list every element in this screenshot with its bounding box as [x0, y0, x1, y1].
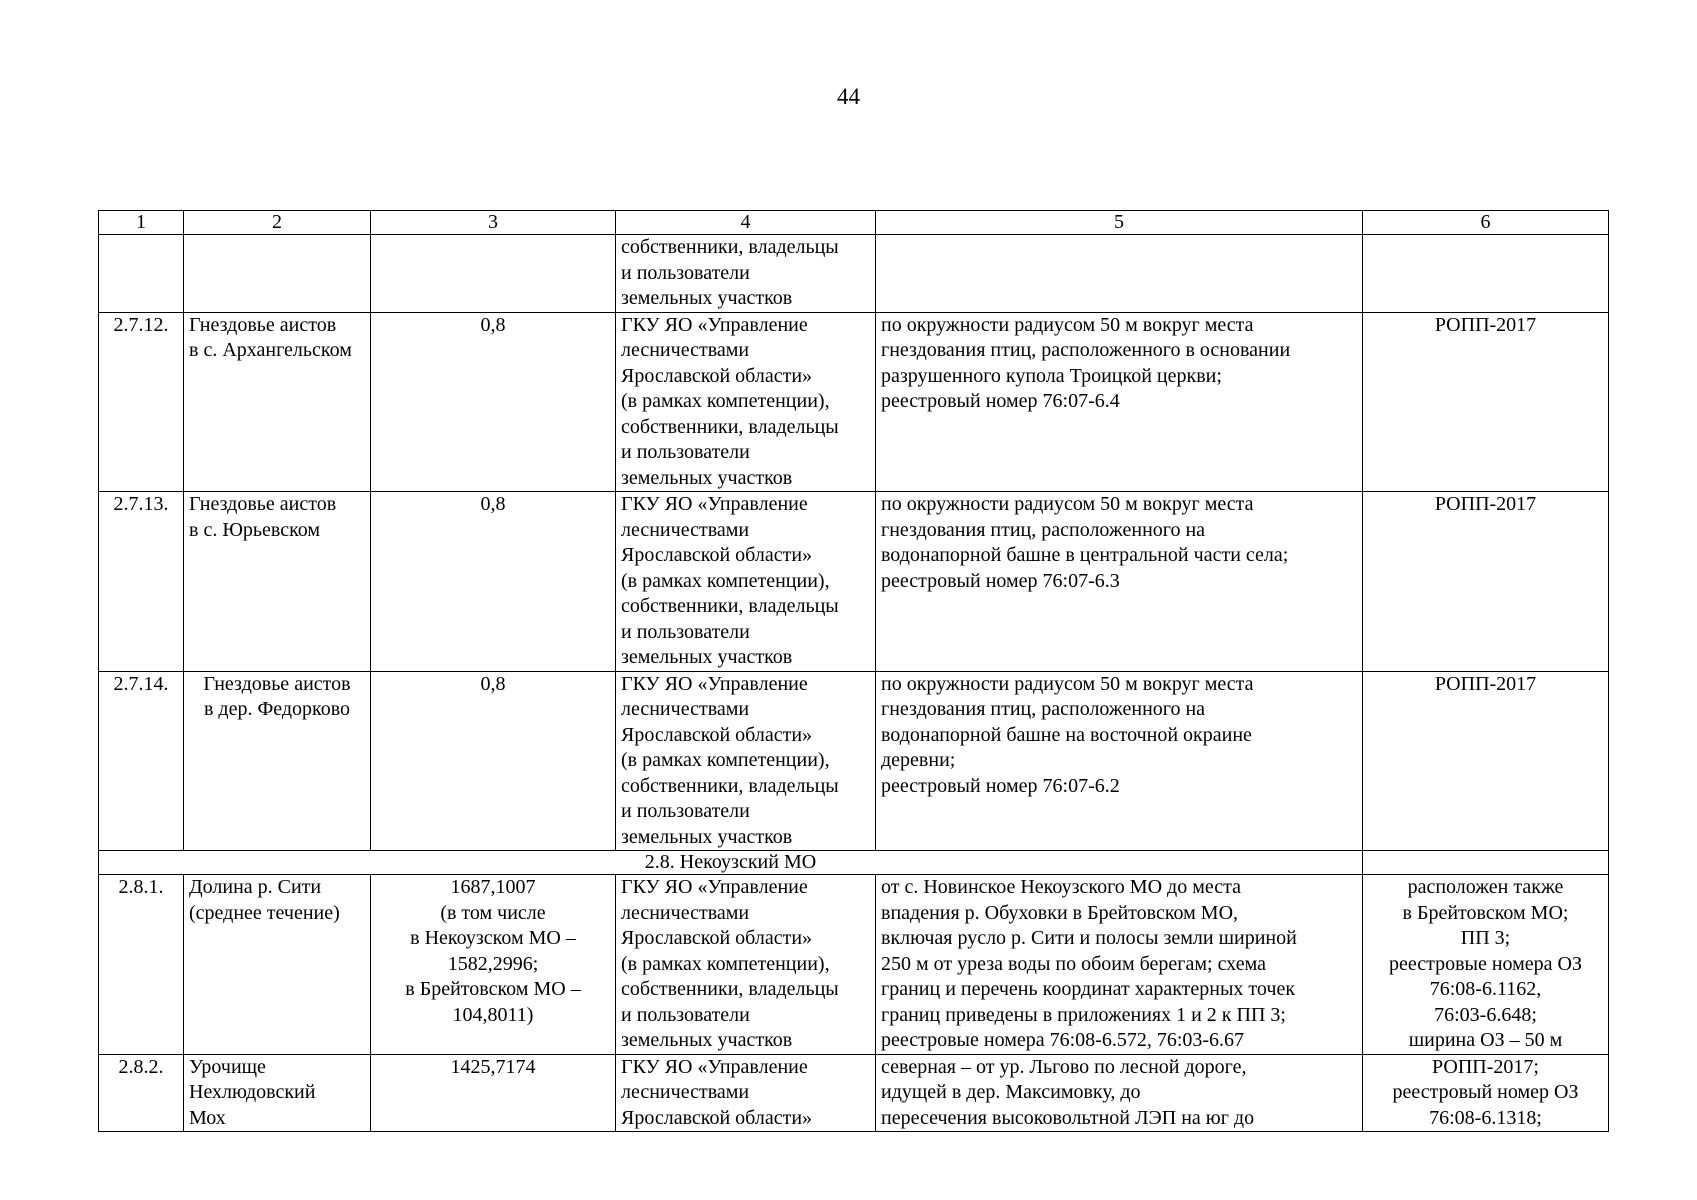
column-number-row	[99, 211, 1609, 235]
section-row	[99, 851, 1609, 875]
responsible-org: ГКУ ЯО «Управление лесничествами Ярославской области»	[616, 1054, 876, 1132]
area-value: 0,8	[371, 492, 616, 672]
row-number	[99, 235, 184, 313]
object-name: Долина р. Сити (среднее течение)	[184, 875, 371, 1055]
column-header: 6	[1363, 211, 1609, 235]
note	[1363, 235, 1609, 313]
responsible-org: ГКУ ЯО «Управление лесничествами Ярославской области» (в рамках компетенции), собственники, владельцы и пользователи земельных участков	[616, 671, 876, 851]
table-row	[99, 312, 1609, 492]
object-name: Урочище Нехлюдовский Мох	[184, 1054, 371, 1132]
area-value: 0,8	[371, 312, 616, 492]
boundary-description: по окружности радиусом 50 м вокруг места гнездования птиц, расположенного в основании разрушенного купола Троицкой церкви; реестровый номер 76:07-6.4	[876, 312, 1363, 492]
row-number: 2.8.2.	[99, 1054, 184, 1132]
note: расположен также в Брейтовском МО; ПП 3; реестровые номера ОЗ 76:08-6.1162, 76:03-6.648; ширина ОЗ – 50 м	[1363, 875, 1609, 1055]
object-name: Гнездовье аистов в с. Архангельском	[184, 312, 371, 492]
area-value: 0,8	[371, 671, 616, 851]
note: РОПП-2017	[1363, 312, 1609, 492]
table-row	[99, 671, 1609, 851]
row-number: 2.7.14.	[99, 671, 184, 851]
row-number: 2.7.13.	[99, 492, 184, 672]
note: РОПП-2017	[1363, 492, 1609, 672]
table-row	[99, 1054, 1609, 1132]
row-number: 2.8.1.	[99, 875, 184, 1055]
table-row	[99, 492, 1609, 672]
boundary-description: северная – от ур. Льгово по лесной дороге, идущей в дер. Максимовку, до пересечения высоковольтной ЛЭП на юг до	[876, 1054, 1363, 1132]
responsible-org: ГКУ ЯО «Управление лесничествами Ярославской области» (в рамках компетенции), собственники, владельцы и пользователи земельных участков	[616, 875, 876, 1055]
object-name: Гнездовье аистов в с. Юрьевском	[184, 492, 371, 672]
boundary-description: от с. Новинское Некоузского МО до места впадения р. Обуховки в Брейтовском МО, включая русло р. Сити и полосы земли шириной 250 м от уреза воды по обоим берегам; схема границ и перечень координат характерных точек границ приведены в приложениях 1 и 2 к ПП 3; реестровые номера 76:08-6.572, 76:03-6.67	[876, 875, 1363, 1055]
boundary-description: по окружности радиусом 50 м вокруг места гнездования птиц, расположенного на водонапорной башне в центральной части села; реестровый номер 76:07-6.3	[876, 492, 1363, 672]
protected-areas-table	[98, 210, 1609, 1132]
column-header: 5	[876, 211, 1363, 235]
responsible-org: ГКУ ЯО «Управление лесничествами Ярославской области» (в рамках компетенции), собственники, владельцы и пользователи земельных участков	[616, 312, 876, 492]
section-title: 2.8. Некоузский МО	[99, 851, 1363, 875]
area-value	[371, 235, 616, 313]
boundary-description: по окружности радиусом 50 м вокруг места гнездования птиц, расположенного на водонапорной башне на восточной окраине деревни; реестровый номер 76:07-6.2	[876, 671, 1363, 851]
column-header: 1	[99, 211, 184, 235]
responsible-org: собственники, владельцы и пользователи земельных участков	[616, 235, 876, 313]
object-name: Гнездовье аистов в дер. Федорково	[184, 671, 371, 851]
note: РОПП-2017; реестровый номер ОЗ 76:08-6.1318;	[1363, 1054, 1609, 1132]
section-empty-cell	[1363, 851, 1609, 875]
responsible-org: ГКУ ЯО «Управление лесничествами Ярославской области» (в рамках компетенции), собственники, владельцы и пользователи земельных участков	[616, 492, 876, 672]
area-value: 1687,1007 (в том числе в Некоузском МО – 1582,2996; в Брейтовском МО – 104,8011)	[371, 875, 616, 1055]
column-header: 2	[184, 211, 371, 235]
object-name	[184, 235, 371, 313]
boundary-description	[876, 235, 1363, 313]
area-value: 1425,7174	[371, 1054, 616, 1132]
page-number: 44	[837, 84, 860, 109]
row-number: 2.7.12.	[99, 312, 184, 492]
column-header: 3	[371, 211, 616, 235]
table-row	[99, 875, 1609, 1055]
note: РОПП-2017	[1363, 671, 1609, 851]
column-header: 4	[616, 211, 876, 235]
table-row	[99, 235, 1609, 313]
